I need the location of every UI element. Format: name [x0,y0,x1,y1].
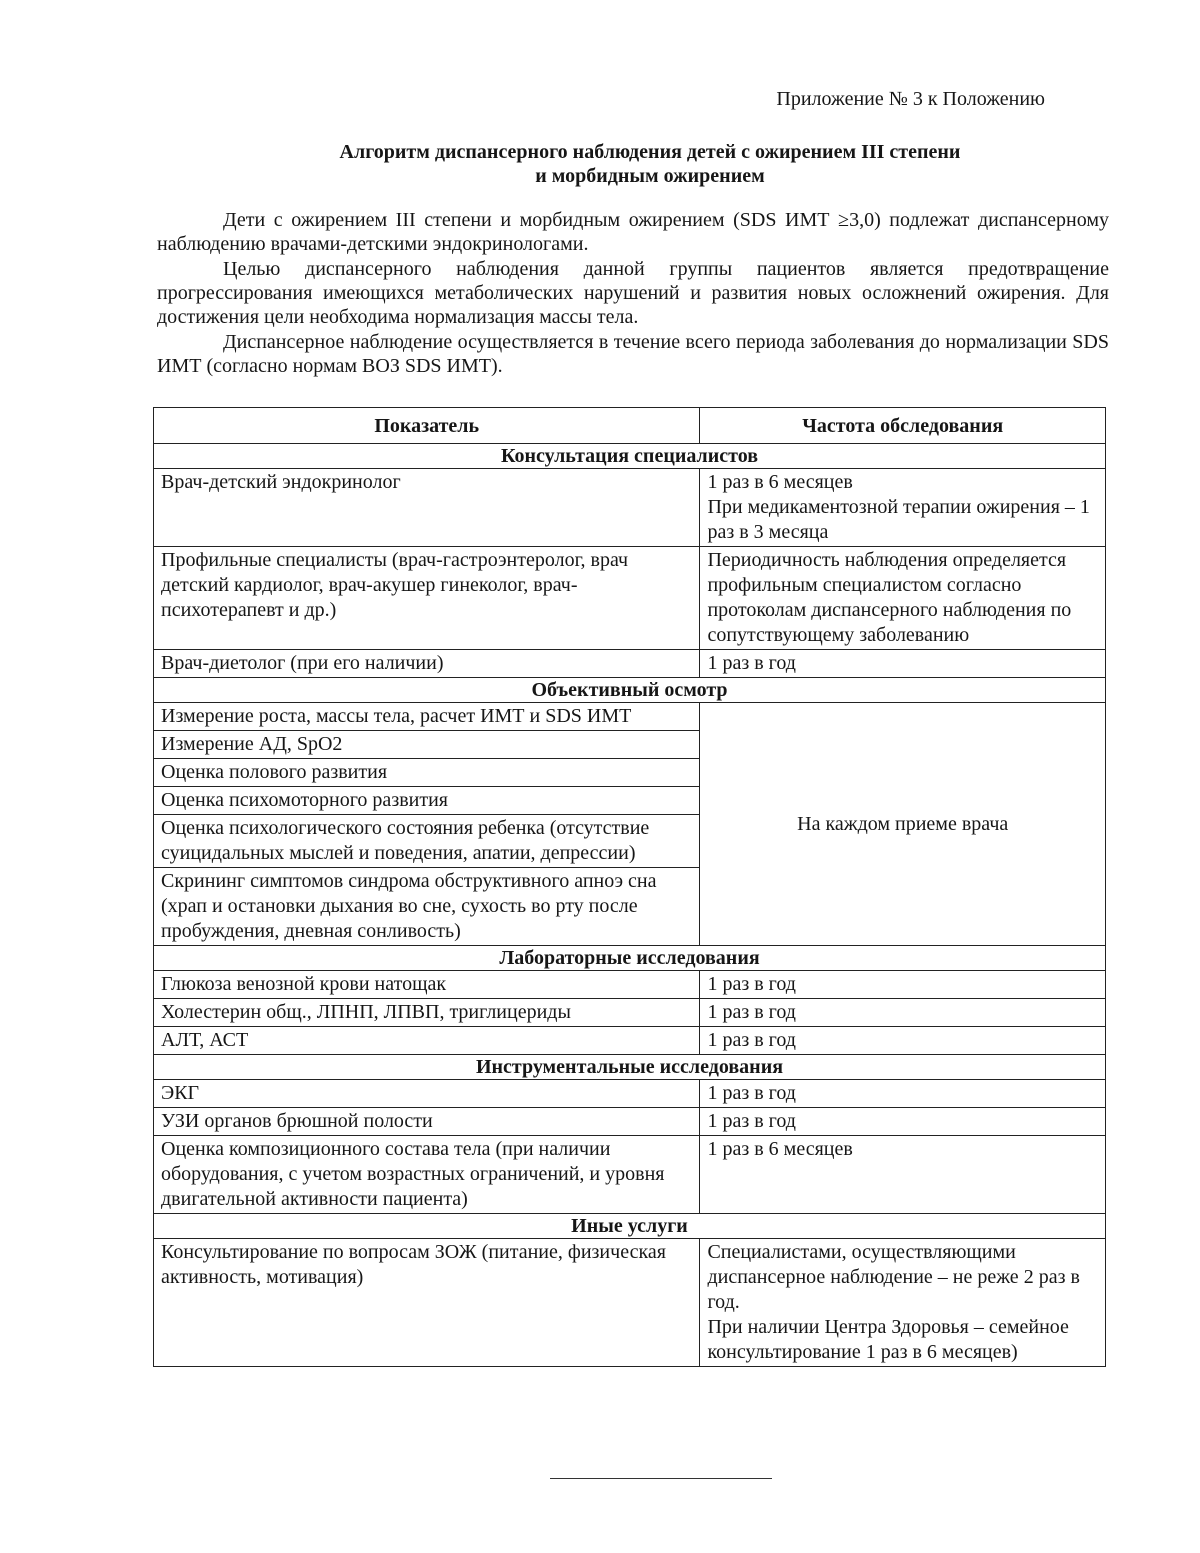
intro-paragraph: Диспансерное наблюдение осуществляется в течение всего периода заболевания до нормализации SDS ИМТ (согласно нормам ВОЗ SDS ИМТ). [157,331,1109,377]
freq-cell: Специалистами, осуществляющими диспансерное наблюдение – не реже 2 раз в год. При наличии Центра Здоровья – семейное консультирование 1 раз в 6 месяцев) [700,1239,1106,1367]
title-line-1: Алгоритм диспансерного наблюдения детей с ожирением III степени [339,141,961,163]
param-cell: Врач-диетолог (при его наличии) [154,650,700,678]
param-cell: УЗИ органов брюшной полости [154,1108,700,1136]
intro-paragraph: Целью диспансерного наблюдения данной группы пациентов является предотвращение прогрессирования имеющихся метаболических нарушений и развития новых осложнений ожирения. Для достижения цели необходима нормализация массы тела. [157,258,1109,328]
param-cell: Скрининг симптомов синдрома обструктивного апноэ сна (храп и остановки дыхания во сне, сухость во рту после пробуждения, дневная сонливость) [154,868,700,946]
table-row [154,547,1106,650]
table-row [154,1080,1106,1108]
freq-cell: 1 раз в год [700,1080,1106,1108]
section-title: Инструментальные исследования [154,1055,1106,1080]
table-row [154,1108,1106,1136]
freq-cell: 1 раз в 6 месяцев [700,1136,1106,1214]
freq-cell: 1 раз в год [700,1108,1106,1136]
param-cell: ЭКГ [154,1080,700,1108]
section-row [154,946,1106,971]
freq-cell: 1 раз в 6 месяцев При медикаментозной терапии ожирения – 1 раз в 3 месяца [700,469,1106,547]
intro-paragraph: Дети с ожирением III степени и морбидным ожирением (SDS ИМТ ≥3,0) подлежат диспансерному наблюдению врачами-детскими эндокринологами. [157,209,1109,255]
section-title: Лабораторные исследования [154,946,1106,971]
table-row [154,971,1106,999]
param-cell: Глюкоза венозной крови натощак [154,971,700,999]
section-title: Консультация специалистов [154,444,1106,469]
table-row [154,650,1106,678]
table-row [154,1136,1106,1214]
section-title: Объективный осмотр [154,678,1106,703]
freq-cell-merged: На каждом приеме врача [700,703,1106,946]
freq-cell: Периодичность наблюдения определяется профильным специалистом согласно протоколам диспансерного наблюдения по сопутствующему заболеванию [700,547,1106,650]
intro-text [157,208,1109,379]
title-line-2: и морбидным ожирением [535,165,765,187]
param-cell: Оценка психологического состояния ребенка (отсутствие суицидальных мыслей и поведения, апатии, депрессии) [154,815,700,868]
table-row [154,1239,1106,1367]
param-cell: Оценка композиционного состава тела (при наличии оборудования, с учетом возрастных ограничений, и уровня двигательной активности пациента) [154,1136,700,1214]
table-header-row [154,408,1106,444]
freq-cell: 1 раз в год [700,999,1106,1027]
appendix-label: Приложение № 3 к Положению [776,88,1045,110]
footer-divider [550,1478,772,1479]
section-row [154,678,1106,703]
table-row [154,703,1106,731]
section-row [154,1214,1106,1239]
param-cell: Профильные специалисты (врач-гастроэнтеролог, врач детский кардиолог, врач-акушер гинеколог, врач-психотерапевт и др.) [154,547,700,650]
section-row [154,444,1106,469]
freq-cell: 1 раз в год [700,650,1106,678]
param-cell: Оценка полового развития [154,759,700,787]
param-cell: Консультирование по вопросам ЗОЖ (питание, физическая активность, мотивация) [154,1239,700,1367]
section-row [154,1055,1106,1080]
freq-cell: 1 раз в год [700,971,1106,999]
param-cell: Измерение АД, SpO2 [154,731,700,759]
param-cell: Измерение роста, массы тела, расчет ИМТ и SDS ИМТ [154,703,700,731]
observation-table [153,407,1106,1367]
table-row [154,1027,1106,1055]
param-cell: Оценка психомоторного развития [154,787,700,815]
param-cell: Врач-детский эндокринолог [154,469,700,547]
freq-cell: 1 раз в год [700,1027,1106,1055]
header-parameter: Показатель [154,408,700,444]
param-cell: АЛТ, АСТ [154,1027,700,1055]
header-frequency: Частота обследования [700,408,1106,444]
section-title: Иные услуги [154,1214,1106,1239]
document-title [0,140,1200,188]
table-row [154,999,1106,1027]
param-cell: Холестерин общ., ЛПНП, ЛПВП, триглицериды [154,999,700,1027]
table-row [154,469,1106,547]
